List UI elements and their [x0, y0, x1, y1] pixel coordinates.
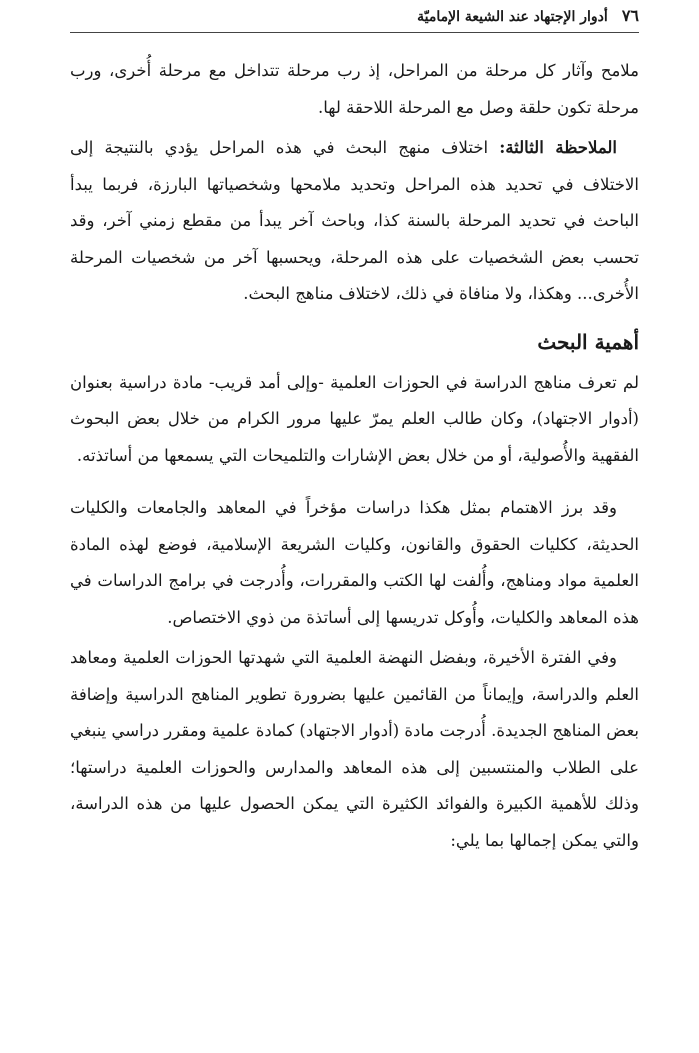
running-title: أدوار الإجتهاد عند الشيعة الإماميّة	[417, 9, 608, 25]
paragraph-recent-period: وفي الفترة الأخيرة، وبفضل النهضة العلمية التي شهدتها الحوزات العلمية ومعاهد العلم والدراسة، وإيماناً من القائمين عليها بضرورة تطوير المناهج الدراسية وإضافة بعض المناهج الجديدة. أُدرجت مادة (أدوار الاجتهاد) كمادة علمية ومقرر دراسي ينبغي على الطلاب والمنتسبين إلى هذه المعاهد والمدارس والحوزات العلمية دراستها؛ وذلك للأهمية الكبيرة والفوائد الكثيرة التي يمكن الحصول عليها من هذه الدراسة، والتي يمكن إجمالها بما يلي:	[70, 648, 639, 850]
paragraph-third-note	[70, 130, 639, 313]
page-content	[70, 53, 639, 859]
paragraph-importance-intro: لم تعرف مناهج الدراسة في الحوزات العلمية -وإلى أمد قريب- مادة دراسية بعنوان (أدوار الاجتهاد)، وكان طالب العلم يمرّ عليها مرور الكرام من خلال بعض البحوث الفقهية والأُصولية، أو من خلال بعض الإشارات والتلميحات التي يسمعها من أساتذته.	[70, 372, 639, 465]
page-number: ٧٦	[621, 6, 639, 25]
third-note-text: اختلاف منهج البحث في هذه المراحل يؤدي بالنتيجة إلى الاختلاف في تحديد هذه المراحل وتحديد ملامحها وشخصياتها البارزة، فربما يبدأ الباحث في تحديد المرحلة بالسنة كذا، وباحث آخر يبدأ من مقطع زمني آخر، وقد تحسب بعض الشخصيات على هذه المرحلة، ويحسبها آخر من شخصيات المرحلة الأُخرى... وهكذا، ولا منافاة في ذلك، لاختلاف مناهج البحث.	[70, 138, 639, 303]
paragraph-continuation: ملامح وآثار كل مرحلة من المراحل، إذ رب مرحلة تتداخل مع مرحلة أُخرى، ورب مرحلة تكون حلقة وصل مع المرحلة اللاحقة لها.	[70, 61, 639, 117]
section-heading: أهمية البحث	[537, 329, 639, 354]
third-note-label: الملاحظة الثالثة:	[499, 138, 617, 157]
running-header	[70, 6, 639, 33]
paragraph-modern-interest: وقد برز الاهتمام بمثل هكذا دراسات مؤخراً في المعاهد والجامعات والكليات الحديثة، ككليات الحقوق والقانون، وكليات الشريعة الإسلامية، فوضع لهذه المادة العلمية مواد ومناهج، وأُلفت لها الكتب والمقررات، وأُدرجت في برامج الدراسات في هذه المعاهد والكليات، وأُوكل تدريسها إلى أساتذة من ذوي الاختصاص.	[70, 498, 639, 627]
